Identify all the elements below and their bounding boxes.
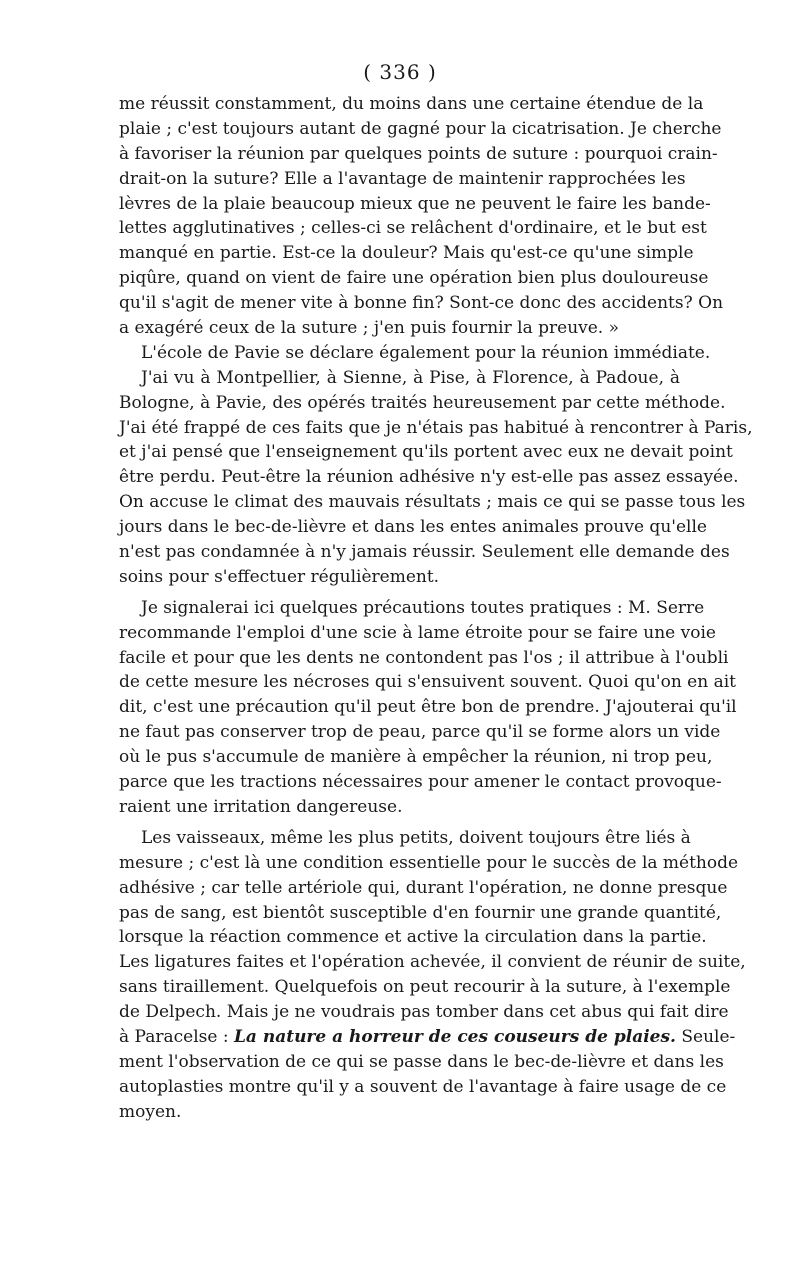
text-line: être perdu. Peut-être la réunion adhésive n'y est-elle pas assez essayée. [119, 467, 739, 488]
text-line: J'ai été frappé de ces faits que je n'étais pas habitué à rencontrer à Paris, [119, 417, 753, 438]
body-text [119, 92, 753, 1125]
text-line: et j'ai pensé que l'enseignement qu'ils portent avec eux ne devait point [119, 442, 733, 463]
text-run: à Paracelse : [119, 1026, 234, 1047]
text-line: On accuse le climat des mauvais résultats ; mais ce qui se passe tous les [119, 492, 746, 513]
text-line: J'ai vu à Montpellier, à Sienne, à Pise, à Florence, à Padoue, à [141, 367, 680, 388]
text-line: a exagéré ceux de la suture ; j'en puis fournir la preuve. » [119, 318, 620, 339]
text-line: Les vaisseaux, même les plus petits, doivent toujours être liés à [141, 827, 691, 848]
italic-quote: La nature a horreur de ces couseurs de plaies. [233, 1026, 676, 1047]
text-line: lèvres de la plaie beaucoup mieux que ne peuvent le faire les bande- [119, 193, 711, 214]
text-line: facile et pour que les dents ne contondent pas l'os ; il attribue à l'oubli [119, 647, 729, 668]
text-line: pas de sang, est bientôt susceptible d'en fournir une grande quantité, [119, 902, 722, 923]
text-line: de Delpech. Mais je ne voudrais pas tomber dans cet abus qui fait dire [119, 1002, 729, 1023]
text-line: lorsque la réaction commence et active la circulation dans la partie. [119, 927, 707, 948]
text-line: parce que les tractions nécessaires pour amener le contact provoque- [119, 772, 722, 793]
text-line: Bologne, à Pavie, des opérés traités heureusement par cette méthode. [119, 392, 726, 413]
text-line: plaie ; c'est toujours autant de gagné pour la cicatrisation. Je cherche [119, 118, 722, 139]
text-line: mesure ; c'est là une condition essentielle pour le succès de la méthode [119, 852, 739, 873]
text-line: dit, c'est une précaution qu'il peut être bon de prendre. J'ajouterai qu'il [119, 697, 737, 718]
text-line: Les ligatures faites et l'opération achevée, il convient de réunir de suite, [119, 952, 746, 973]
text-line: autoplasties montre qu'il y a souvent de l'avantage à faire usage de ce [119, 1076, 727, 1097]
text-line: moyen. [119, 1101, 182, 1122]
text-line: ne faut pas conserver trop de peau, parce qu'il se forme alors un vide [119, 722, 721, 743]
page-number: ( 336 ) [363, 60, 437, 84]
text-line: de cette mesure les nécroses qui s'ensuivent souvent. Quoi qu'on en ait [119, 672, 736, 693]
text-line: jours dans le bec-de-lièvre et dans les entes animales prouve qu'elle [119, 517, 707, 538]
text-line: drait-on la suture? Elle a l'avantage de maintenir rapprochées les [119, 168, 686, 189]
text-line: raient une irritation dangereuse. [119, 796, 403, 817]
text-line: manqué en partie. Est-ce la douleur? Mais qu'est-ce qu'une simple [119, 243, 694, 264]
text-line: soins pour s'effectuer régulièrement. [119, 566, 440, 587]
text-line: adhésive ; car telle artériole qui, durant l'opération, ne donne presque [119, 877, 728, 898]
text-line: Je signalerai ici quelques précautions toutes pratiques : M. Serre [141, 597, 705, 618]
text-line: où le pus s'accumule de manière à empêcher la réunion, ni trop peu, [119, 747, 713, 768]
text-line: sans tiraillement. Quelquefois on peut recourir à la suture, à l'exemple [119, 977, 731, 998]
text-line: n'est pas condamnée à n'y jamais réussir. Seulement elle demande des [119, 542, 730, 563]
text-line: ment l'observation de ce qui se passe dans le bec-de-lièvre et dans les [119, 1051, 724, 1072]
text-run: Seule- [675, 1026, 736, 1047]
text-line: piqûre, quand on vient de faire une opération bien plus douloureuse [119, 268, 709, 289]
text-line: qu'il s'agit de mener vite à bonne fin? Sont-ce donc des accidents? On [119, 293, 724, 314]
text-line [119, 1025, 736, 1050]
text-line: L'école de Pavie se déclare également pour la réunion immédiate. [141, 342, 711, 363]
text-line: me réussit constamment, du moins dans une certaine étendue de la [119, 94, 704, 114]
text-line: à favoriser la réunion par quelques points de suture : pourquoi crain- [119, 143, 718, 164]
text-line: recommande l'emploi d'une scie à lame étroite pour se faire une voie [119, 622, 716, 643]
text-line: lettes agglutinatives ; celles-ci se relâchent d'ordinaire, et le but est [119, 218, 707, 239]
